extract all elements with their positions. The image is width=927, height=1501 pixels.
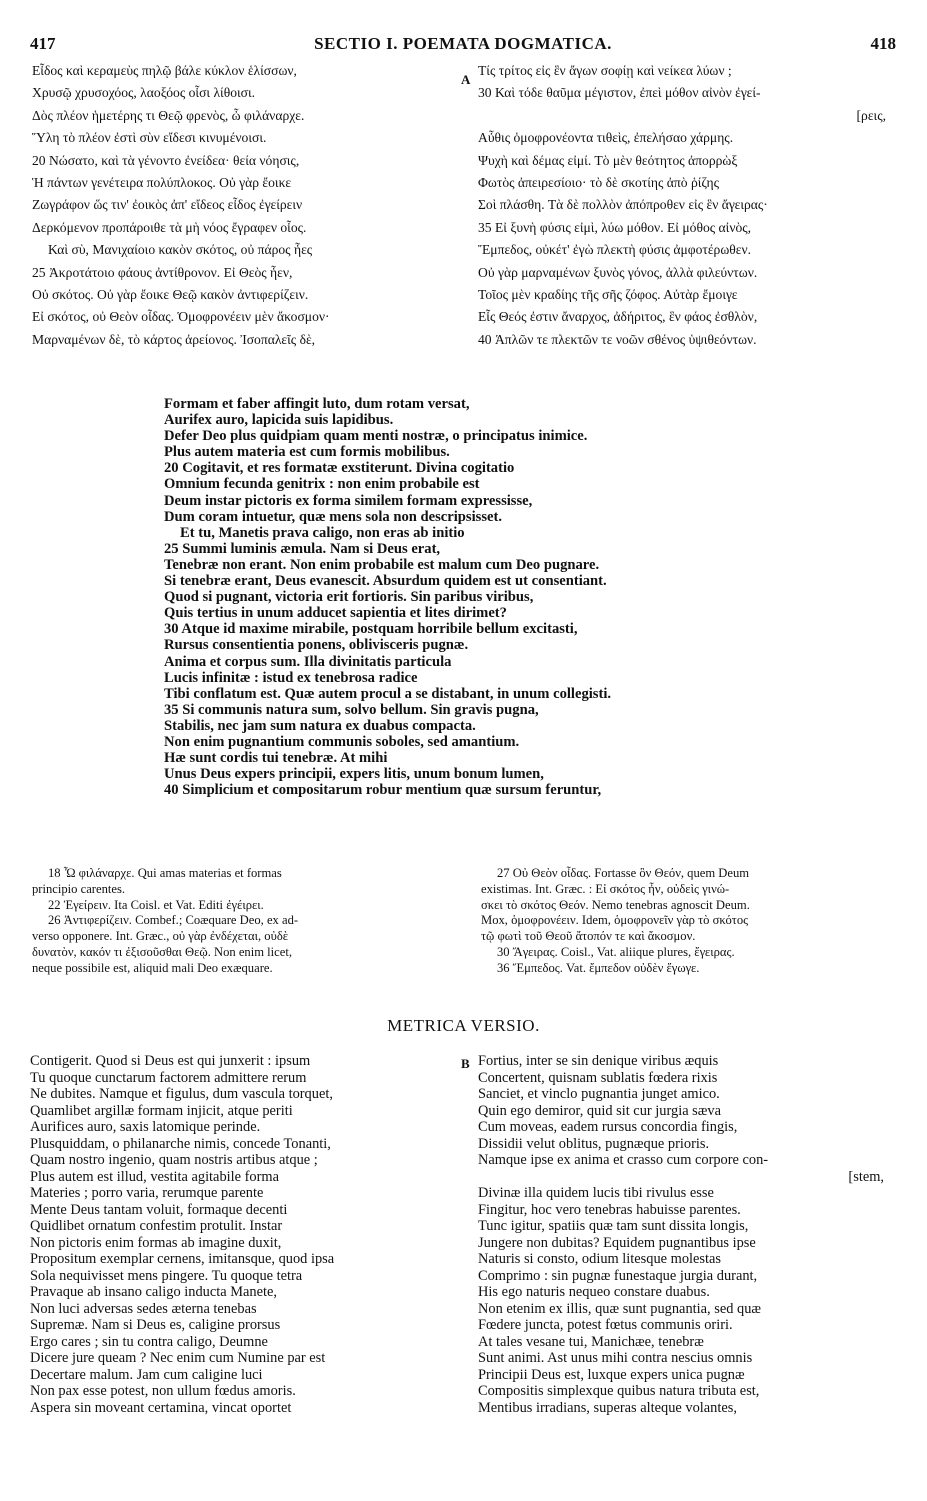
verse-line: Dicere jure queam ? Nec enim cum Numine par est: [30, 1350, 326, 1366]
metrica-versio-title: METRICA VERSIO.: [387, 1016, 540, 1035]
verse-line-continuation: [stem,: [848, 1168, 884, 1185]
greek-line: Εἶδος καὶ κεραμεὺς πηλῷ βάλε κύκλον ἑλίσσων,: [32, 63, 297, 78]
greek-line: Ὕλη τὸ πλέον ἐστὶ σὺν εἴδεσι κινυμένοισι.: [32, 130, 267, 146]
greek-text-right-column: [478, 60, 898, 370]
greek-line: 35 Εἰ ξυνὴ φύσις εἰμὶ, λύω μόθον. Εἰ μόθος αἰνὸς,: [478, 219, 752, 235]
greek-line: Εἷς Θεός ἐστιν ἄναρχος, ἀδήριτος, ἓν φάος ἐσθλὸν,: [478, 309, 758, 325]
latin-line: Unus Deus expers principii, expers litis, unum bonum lumen,: [164, 766, 544, 783]
greek-line: Τοῖος μὲν κραδίης τῆς σῆς ζόφος. Αὐτὰρ ἔμοιγε: [478, 287, 738, 303]
greek-line: Αὖθις ὁμοφρονέοντα τιθεὶς, ἐπελήσαο χάρμης.: [478, 130, 734, 146]
verse-line: Non luci adversas sedes æterna tenebas: [30, 1300, 257, 1317]
verse-line: Concertent, quisnam sublatis fœdera rixis: [478, 1069, 718, 1086]
footnote-line: 18 Ὦ φιλάναρχε. Qui amas materias et formas: [48, 866, 282, 880]
greek-line: Χρυσῷ χρυσοχόος, λαοξόος οἷσι λίθοισι.: [32, 85, 256, 101]
greek-line: Ἔμπεδος, οὐκέτ' ἐγὼ πλεκτὴ φύσις ἀμφοτέρωθεν.: [478, 242, 752, 258]
verse-line: Comprimo : sin pugnæ funestaque jurgia durant,: [478, 1267, 758, 1284]
footnote-line: verso opponere. Int. Græc., οὐ γὰρ ἐνδέχεται, οὐδὲ: [32, 929, 289, 944]
verse-line: Quam nostro ingenio, quam nostris artibus atque ;: [30, 1152, 318, 1168]
verse-line: Pravaque ab insano caligo inducta Manete,: [30, 1284, 277, 1300]
verse-line: His ego naturis nequeo constare duabus.: [478, 1284, 710, 1300]
latin-line: Anima et corpus sum. Illa divinitatis particula: [164, 653, 452, 670]
verse-line: Aurifices auro, saxis latomique perinde.: [30, 1119, 261, 1135]
verse-line: Compositis simplexque quibus natura tributa est,: [478, 1383, 760, 1399]
header-right-page-number: 418: [870, 34, 896, 53]
latin-line: Hæ sunt cordis tui tenebræ. At mihi: [164, 750, 388, 767]
footnote-line: 26 Ἀντιφερίζειν. Combef.; Coæquare Deo, ex ad-: [48, 913, 299, 928]
greek-line: Οὐ σκότος. Οὐ γὰρ ἔοικε Θεῷ κακὸν ἀντιφερίζειν.: [32, 287, 309, 303]
footnote-line: τῷ φωτὶ τοῦ Θεοῦ ἄτοπόν τε καὶ ἄκοσμον.: [481, 929, 696, 944]
latin-line: Non enim pugnantium communis soboles, sed amantium.: [164, 733, 520, 750]
footnote-line: 30 Ἄγειρας. Coisl., Vat. aliique plures, ἔγειρας.: [497, 944, 735, 959]
latin-line: 30 Atque id maxime mirabile, postquam horribile bellum excitasti,: [164, 621, 578, 638]
latin-line: Omnium fecunda genitrix : non enim probabile est: [164, 476, 480, 493]
verse-line: Non pictoris enim formas ab imagine duxit,: [30, 1234, 282, 1251]
verse-line: Namque ipse ex anima et crasso cum corpore con-: [478, 1152, 769, 1168]
column-marker-b: B: [461, 1056, 470, 1071]
latin-line: Dum coram intuetur, quæ mens sola non descripsisset.: [164, 508, 502, 525]
latin-line: Et tu, Manetis prava caligo, non eras ab initio: [180, 524, 465, 541]
verse-line: Sola nequivisset mens pingere. Tu quoque tetra: [30, 1267, 303, 1284]
verse-line: Ne dubites. Namque et figulus, dum vascula torquet,: [30, 1086, 333, 1102]
verse-line: Sunt animi. Ast unus mihi contra nescius omnis: [478, 1350, 753, 1366]
verse-line: Sanciet, et vinclo pugnantia junget amico.: [478, 1086, 720, 1102]
verse-line: Supremæ. Nam si Deus es, caligine prorsus: [30, 1317, 281, 1333]
greek-text-left-column: [32, 60, 462, 370]
header-left-page-number: 417: [30, 34, 56, 53]
greek-line: Ζωγράφον ὥς τιν' ἐοικὸς ἀπ' εἴδεος εἶδος ἐγείρειν: [32, 197, 303, 213]
footnote-line: neque possibile est, aliquid mali Deo exæquare.: [32, 960, 273, 975]
verse-line: Naturis si consto, odium litesque molestas: [478, 1251, 722, 1267]
latin-line: Deum instar pictoris ex forma similem formam expressisse,: [164, 492, 533, 509]
latin-line: 35 Si communis natura sum, solvo bellum. Sin gravis pugna,: [164, 701, 539, 718]
verse-line: Principii Deus est, luxque expers unica pugnæ: [478, 1366, 745, 1383]
verse-line: Plus autem est illud, vestita agitabile forma: [30, 1168, 279, 1185]
greek-line: Τίς τρίτος εἰς ἓν ἄγων σοφίῃ καὶ νείκεα λύων ;: [478, 63, 732, 78]
latin-line: 40 Simplicium et compositarum robur mentium quæ sursum feruntur,: [164, 782, 602, 799]
latin-line: 20 Cogitavit, et res formatæ exstiterunt. Divina cogitatio: [164, 460, 515, 477]
latin-line: Aurifex auro, lapicida suis lapidibus.: [164, 412, 394, 429]
greek-line: 40 Ἁπλῶν τε πλεκτῶν τε νοῶν σθένος ὑψιθεόντων.: [478, 331, 757, 347]
latin-translation: [164, 396, 784, 806]
verse-line: Non pax esse potest, non ullum fœdus amoris.: [30, 1383, 296, 1399]
latin-line: Quod si pugnant, victoria erit fortioris. Sin paribus viribus,: [164, 589, 534, 606]
latin-line: Lucis infinitæ : istud ex tenebrosa radice: [164, 669, 418, 686]
footnote-line: 36 Ἔμπεδος. Vat. ἔμπεδον οὐδὲν ἔγωγε.: [497, 960, 700, 975]
verse-line: Fingitur, hoc vero tenebras habuisse parentes.: [478, 1201, 741, 1218]
verse-line: Propositum exemplar cernens, imitansque, quod ipsa: [30, 1251, 335, 1267]
verse-line: Quidlibet ornatum confestim protulit. Instar: [30, 1218, 283, 1234]
verse-line: Contigerit. Quod si Deus est qui junxerit : ipsum: [30, 1053, 311, 1069]
footnote-line: Mox, ὁμοφρονέειν. Idem, ὁμοφρονεῖν γὰρ τὸ σκότος: [481, 913, 749, 928]
greek-line: 25 Ἀκροτάτοιο φάους ἀντίθρονον. Εἰ Θεὸς ἦεν,: [32, 264, 293, 280]
running-header: [30, 34, 896, 56]
column-marker-a: A: [461, 72, 471, 87]
greek-line: Ψυχὴ καὶ δέμας εἰμί. Τὸ μὲν θεότητος ἀπορρὼξ: [478, 152, 738, 168]
greek-line: 20 Νώσατο, καὶ τὰ γένοντο ἐνείδεα· θεία νόησις,: [32, 152, 300, 168]
greek-line: Εἰ σκότος, οὐ Θεὸν οἶδας. Ὁμοφρονέειν μὲν ἄκοσμον·: [32, 309, 330, 325]
latin-line: Stabilis, nec jam sum natura ex duabus compacta.: [164, 717, 476, 734]
verse-line: Cum moveas, eadem rursus concordia fingis,: [478, 1119, 738, 1135]
verse-line: Jungere non dubitas? Equidem pugnantibus ipse: [478, 1234, 756, 1251]
latin-line: Rursus consentientia ponens, oblivisceris pugnæ.: [164, 637, 469, 654]
verse-line: Quamlibet argillæ formam injicit, atque periti: [30, 1102, 293, 1119]
latin-line: Formam et faber affingit luto, dum rotam versat,: [164, 396, 470, 412]
greek-line: Καὶ σὺ, Μανιχαίοιο κακὸν σκότος, οὐ πάρος ἦες: [48, 242, 313, 258]
footnotes-left: [32, 866, 462, 986]
metrica-right-column: [478, 1053, 898, 1473]
footnote-line: σκει τὸ σκότος Θεόν. Nemo tenebras agnoscit Deum.: [481, 897, 750, 912]
greek-line: Σοὶ πλάσθη. Τὰ δὲ πολλὸν ἀπόπροθεν εἰς ἓν ἄγειρας·: [478, 197, 768, 213]
footnote-line: 27 Οὐ Θεὸν οἶδας. Fortasse ὃν Θεόν, quem Deum: [497, 866, 750, 880]
greek-line: Δὸς πλέον ἡμετέρης τι Θεῷ φρενὸς, ὦ φιλάναρχε.: [32, 107, 305, 123]
header-title: SECTIO I. POEMATA DOGMATICA.: [314, 34, 612, 53]
footnote-line: existimas. Int. Græc. : Εἰ σκότος ἦν, οὐδεὶς γινώ-: [481, 881, 730, 896]
greek-line: Φωτὸς ἀπειρεσίοιο· τὸ δὲ σκοτίης ἀπὸ ῥίζης: [478, 175, 719, 191]
greek-line: Μαρναμένων δὲ, τὸ κάρτος ἀρείονος. Ἰσοπαλεῖς δὲ,: [32, 331, 316, 347]
verse-line: Dissidii velut oblitus, pugnæque prioris.: [478, 1135, 710, 1152]
verse-line: Quin ego demiror, quid sit cur jurgia sæva: [478, 1102, 721, 1119]
verse-line: Mente Deus tantam voluit, formaque decenti: [30, 1201, 288, 1218]
verse-line: Fœdere juncta, potest fœtus communis oriri.: [478, 1317, 733, 1333]
verse-line: At tales vesane tui, Manichæe, tenebræ: [478, 1333, 704, 1350]
verse-line: Plusquiddam, o philanarche nimis, concede Tonanti,: [30, 1135, 331, 1152]
verse-line: Non etenim ex illis, quæ sunt pugnantia, sed quæ: [478, 1300, 761, 1317]
greek-line: Ἡ πάντων γενέτειρα πολύπλοκος. Οὐ γὰρ ἔοικε: [32, 175, 292, 191]
verse-line: Divinæ illa quidem lucis tibi rivulus esse: [478, 1185, 714, 1201]
latin-line: Tibi conflatum est. Quæ autem procul a se distabant, in unum collegisti.: [164, 685, 612, 702]
latin-line: Defer Deo plus quidpiam quam menti nostræ, o principatus inimice.: [164, 428, 588, 445]
footnote-line: principio carentes.: [32, 881, 126, 896]
greek-line: Οὐ γὰρ μαρναμένων ξυνὸς γόνος, ἀλλὰ φιλεύντων.: [478, 264, 758, 280]
verse-line: Decertare malum. Jam cum caligine luci: [30, 1366, 263, 1383]
footnotes-right: [481, 866, 896, 986]
latin-line: Quis tertius in unum adducet sapientia et lites dirimet?: [164, 605, 507, 622]
latin-line: Si tenebræ erant, Deus evanescit. Absurdum quidem est ut consentiant.: [164, 573, 607, 590]
latin-line: Plus autem materia est cum formis mobilibus.: [164, 444, 450, 461]
metrica-left-column: [30, 1053, 460, 1473]
greek-line: 30 Καὶ τόδε θαῦμα μέγιστον, ἐπεὶ μόθον αἰνὸν ἐγεί-: [478, 85, 761, 101]
greek-line-continuation: [ρεις,: [856, 107, 886, 123]
footnote-line: 22 Ἐγείρειν. Ita Coisl. et Vat. Editi ἐγέιρει.: [48, 897, 264, 912]
verse-line: Aspera sin moveant certamina, vincat oportet: [30, 1399, 292, 1416]
greek-line: Δερκόμενον προπάροιθε τὰ μὴ νόος ἔγραφεν οἷος.: [32, 219, 307, 235]
latin-line: 25 Summi luminis æmula. Nam si Deus erat,: [164, 540, 441, 557]
verse-line: Fortius, inter se sin denique viribus æquis: [478, 1053, 719, 1069]
verse-line: Tu quoque cunctarum factorem admittere rerum: [30, 1069, 307, 1086]
verse-line: Mentibus irradians, superas alteque volantes,: [478, 1399, 737, 1416]
latin-line: Tenebræ non erant. Non enim probabile est malum cum Deo pugnare.: [164, 556, 600, 573]
verse-line: Ergo cares ; sin tu contra caligo, Deumne: [30, 1333, 268, 1350]
verse-line: Materies ; porro varia, rerumque parente: [30, 1185, 264, 1201]
footnote-line: δυνατὸν, κακόν τι ἐξισοῦσθαι Θεῷ. Non enim licet,: [32, 944, 292, 959]
verse-line: Tunc igitur, spatiis quæ tam sunt dissita longis,: [478, 1218, 749, 1234]
